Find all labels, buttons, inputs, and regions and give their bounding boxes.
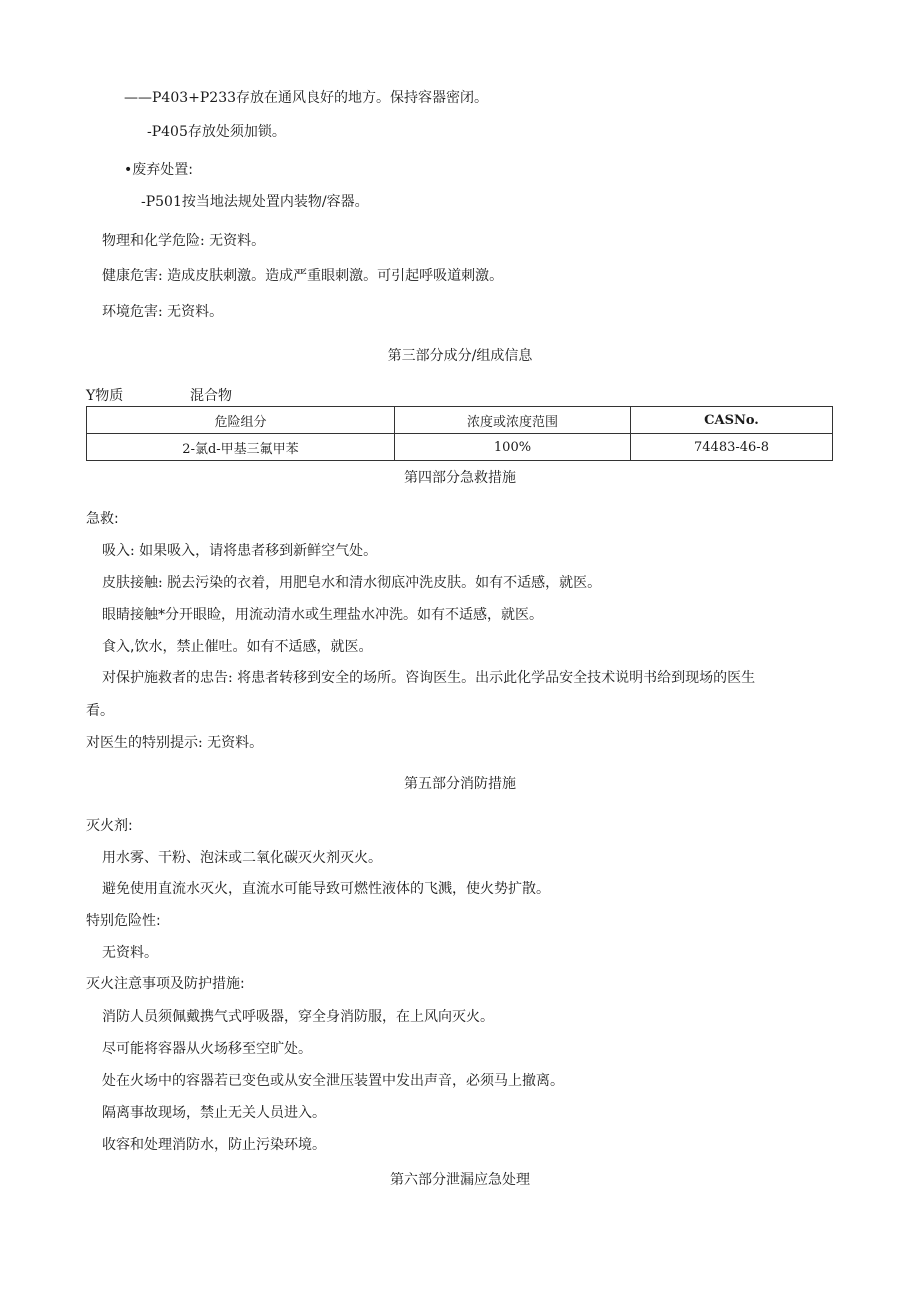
table-header-row bbox=[87, 407, 833, 434]
table-cell-cas: 74483-46-8 bbox=[631, 434, 833, 461]
ingestion-line bbox=[102, 637, 372, 657]
doctor-note-text: : 无资料。 bbox=[198, 735, 264, 751]
env-hazard-label: 环境危害 bbox=[102, 304, 158, 320]
table-cell-component: 2-氯d-甲基三氟甲苯 bbox=[87, 434, 395, 461]
section4-title: 第四部分急救措施 bbox=[404, 470, 516, 486]
health-hazard-line bbox=[102, 266, 503, 286]
health-hazard-text: : 造成皮肤刺激。造成严重眼刺激。可引起呼吸道刺激。 bbox=[158, 268, 504, 284]
skin-contact-text: : 脱去污染的衣着，用肥皂水和清水彻底冲洗皮肤。如有不适感，就医。 bbox=[158, 575, 602, 591]
physical-hazard-text: : 无资料。 bbox=[200, 233, 266, 249]
extinguishing-agent-heading: 灭火剂: bbox=[86, 818, 133, 834]
physical-hazard-line bbox=[102, 231, 265, 251]
precaution-item: 隔离事故现场，禁止无关人员进入。 bbox=[102, 1105, 326, 1121]
storage-p405-line: -P405存放处须加锁。 bbox=[147, 124, 286, 140]
table-row bbox=[87, 434, 833, 461]
precaution-item: 尽可能将容器从火场移至空旷处。 bbox=[102, 1041, 312, 1057]
rescuer-advice-label: 对保护施救者的忠告 bbox=[102, 670, 228, 686]
precaution-item: 消防人员须佩戴携气式呼吸器，穿全身消防服，在上风向灭火。 bbox=[102, 1009, 494, 1025]
precaution-item: 收容和处理消防水，防止污染环境。 bbox=[102, 1137, 326, 1153]
section6-title: 第六部分泄漏应急处理 bbox=[390, 1172, 530, 1188]
substance-label: Y物质 bbox=[86, 388, 124, 404]
composition-table bbox=[86, 406, 833, 461]
extinguishing-agent-line-1: 用水雾、干粉、泡沫或二氧化碳灭火剂灭火。 bbox=[102, 850, 382, 866]
precaution-item: 处在火场中的容器若已变色或从安全泄压装置中发出声音，必须马上撤离。 bbox=[102, 1073, 564, 1089]
table-cell-concentration: 100% bbox=[395, 434, 631, 461]
table-header-cas: CASNo. bbox=[631, 407, 833, 434]
skin-contact-label: 皮肤接触 bbox=[102, 575, 158, 591]
firefighting-precaution-heading: 灭火注意事项及防护措施: bbox=[86, 976, 245, 992]
doctor-note-line bbox=[86, 733, 263, 753]
substance-value: 混合物 bbox=[190, 388, 232, 404]
ingestion-label: 食入, bbox=[102, 639, 135, 655]
table-header-concentration: 浓度或浓度范围 bbox=[395, 407, 631, 434]
skin-contact-line bbox=[102, 573, 601, 593]
health-hazard-label: 健康危害 bbox=[102, 268, 158, 284]
eye-contact-text: *分开眼睑，用流动清水或生理盐水冲洗。如有不适感，就医。 bbox=[158, 607, 543, 623]
extinguishing-agent-line-2: 避免使用直流水灭火，直流水可能导致可燃性液体的飞溅，使火势扩散。 bbox=[102, 881, 550, 897]
eye-contact-label: 眼睛接触 bbox=[102, 607, 158, 623]
disposal-heading: •废弃处置: bbox=[124, 162, 193, 178]
rescuer-advice-line bbox=[102, 668, 755, 688]
eye-contact-line bbox=[102, 605, 543, 625]
rescuer-advice-continuation: 看。 bbox=[86, 703, 114, 719]
section3-title: 第三部分成分/组成信息 bbox=[387, 348, 533, 364]
env-hazard-line bbox=[102, 302, 223, 322]
rescuer-advice-text: : 将患者转移到安全的场所。咨询医生。出示此化学品安全技术说明书给到现场的医生 bbox=[228, 670, 756, 686]
env-hazard-text: : 无资料。 bbox=[158, 304, 224, 320]
table-header-component: 危险组分 bbox=[87, 407, 395, 434]
special-hazard-heading: 特别危险性: bbox=[86, 913, 161, 929]
ingestion-text: 饮水，禁止催吐。如有不适感，就医。 bbox=[134, 639, 373, 655]
section5-title: 第五部分消防措施 bbox=[404, 776, 516, 792]
doctor-note-label: 对医生的特别提示 bbox=[86, 735, 198, 751]
storage-p403-line: ——P403+P233存放在通风良好的地方。保持容器密闭。 bbox=[124, 90, 489, 106]
physical-hazard-label: 物理和化学危险 bbox=[102, 233, 200, 249]
inhalation-line: 吸入: 如果吸入，请将患者移到新鲜空气处。 bbox=[102, 543, 378, 559]
disposal-p501-line: -P501按当地法规处置内装物/容器。 bbox=[141, 194, 369, 210]
first-aid-heading: 急救: bbox=[86, 511, 119, 527]
special-hazard-text: 无资料。 bbox=[102, 945, 158, 961]
